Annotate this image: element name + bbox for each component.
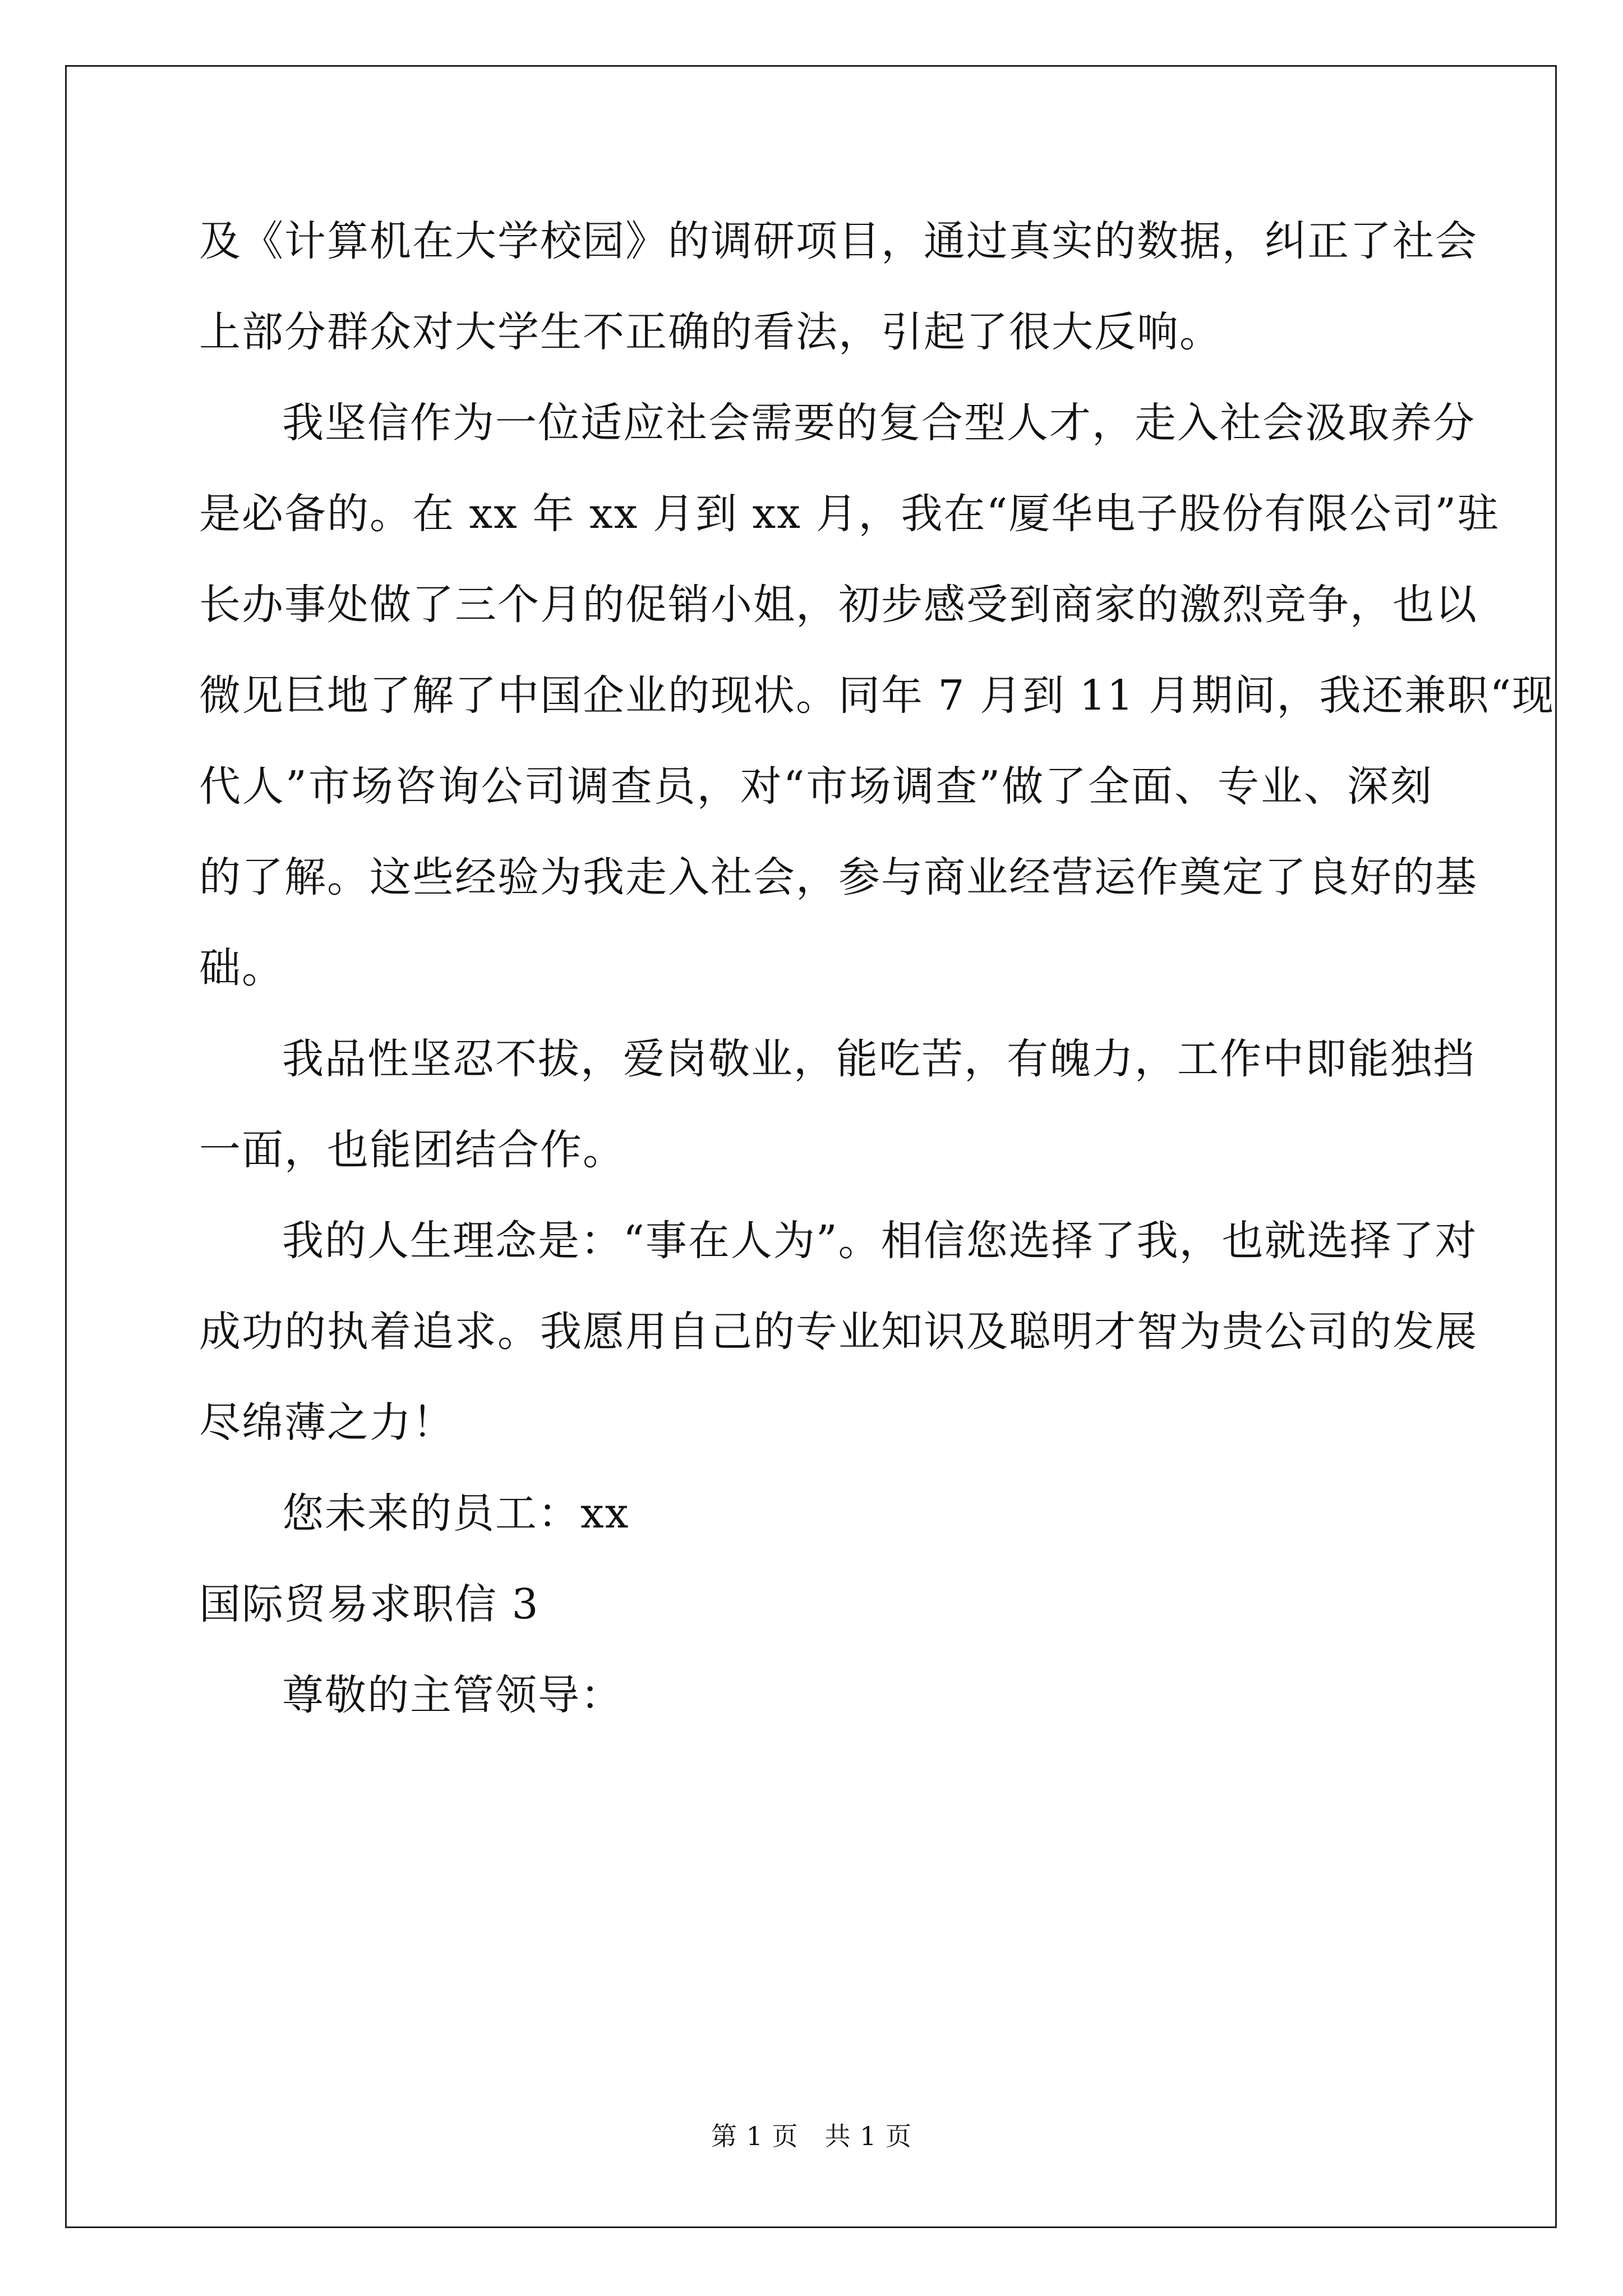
document-body xyxy=(199,213,1555,1758)
page-footer: 第 1 页 共 1 页 xyxy=(711,2121,912,2151)
paragraph-line: 我品性坚忍不拔，爱岗敬业，能吃苦，有魄力，工作中即能独挡 xyxy=(282,1035,1476,1083)
paragraph-line: 微见巨地了解了中国企业的现状。同年 7 月到 11 月期间，我还兼职“现 xyxy=(199,671,1555,720)
paragraph-line: 我的人生理念是：“事在人为”。相信您选择了我，也就选择了对 xyxy=(282,1217,1478,1265)
section-heading: 国际贸易求职信 3 xyxy=(199,1580,540,1628)
paragraph-line: 的了解。这些经验为我走入社会，参与商业经营运作奠定了良好的基 xyxy=(199,853,1478,901)
paragraph-line: 长办事处做了三个月的促销小姐，初步感受到商家的激烈竞争，也以 xyxy=(199,581,1478,629)
salutation: 尊敬的主管领导： xyxy=(282,1671,623,1719)
paragraph-line: 础。 xyxy=(199,944,284,992)
signature-line: 您未来的员工：xx xyxy=(282,1489,630,1538)
paragraph-line: 我坚信作为一位适应社会需要的复合型人才，走入社会汲取养分 xyxy=(282,399,1476,447)
paragraph-line: 上部分群众对大学生不正确的看法，引起了很大反响。 xyxy=(199,308,1222,356)
paragraph-line: 一面，也能团结合作。 xyxy=(199,1126,625,1174)
paragraph-line: 及《计算机在大学校园》的调研项目，通过真实的数据，纠正了社会 xyxy=(199,217,1478,265)
paragraph-line: 成功的执着追求。我愿用自己的专业知识及聪明才智为贵公司的发展 xyxy=(199,1308,1478,1356)
paragraph-line: 是必备的。在 xx 年 xx 月到 xx 月，我在“厦华电子股份有限公司”驻 xyxy=(199,490,1500,538)
paragraph-line: 代人”市场咨询公司调查员，对“市场调查”做了全面、专业、深刻 xyxy=(199,762,1433,811)
paragraph-line: 尽绵薄之力！ xyxy=(199,1398,455,1447)
